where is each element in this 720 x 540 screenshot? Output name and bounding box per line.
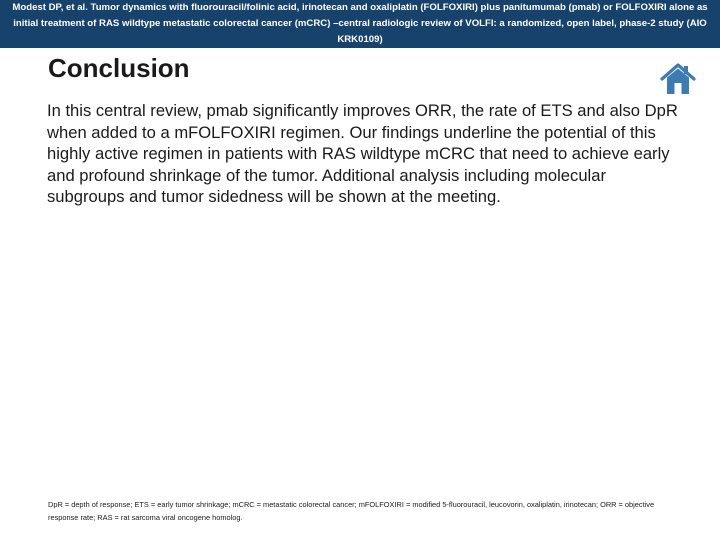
citation-header <box>0 0 720 48</box>
home-button[interactable] <box>660 62 696 96</box>
slide-title: Conclusion <box>48 53 190 83</box>
conclusion-body: In this central review, pmab significantly improves ORR, the rate of ETS and also DpR when added to a mFOLFOXIRI regimen. Our findings underline the potential of this highly active regimen in patients with RAS wildtype mCRC that need to achieve early and profound shrinkage of the tumor. Additional analysis including molecular subgroups and tumor sidedness will be shown at the meeting. <box>47 101 678 206</box>
abbreviations-footnote: DpR = depth of response; ETS = early tumor shrinkage; mCRC = metastatic colorectal cancer; mFOLFOXIRI = modified 5-fluorouracil, leucovorin, oxaliplatin, irinotecan; ORR = objective response rate; RAS = rat sarcoma viral oncogene homolog. <box>48 500 655 522</box>
citation-text: Modest DP, et al. Tumor dynamics with fluorouracil/folinic acid, irinotecan and oxaliplatin (FOLFOXIRI) plus panitumumab (pmab) or FOLFOXIRI alone as initial treatment of RAS wildtype metastatic colorectal cancer (mCRC) –central radiologic review of VOLFI: a randomized, open label, phase-2 study (AIO KRK0109) <box>12 2 708 45</box>
home-icon <box>660 62 696 96</box>
